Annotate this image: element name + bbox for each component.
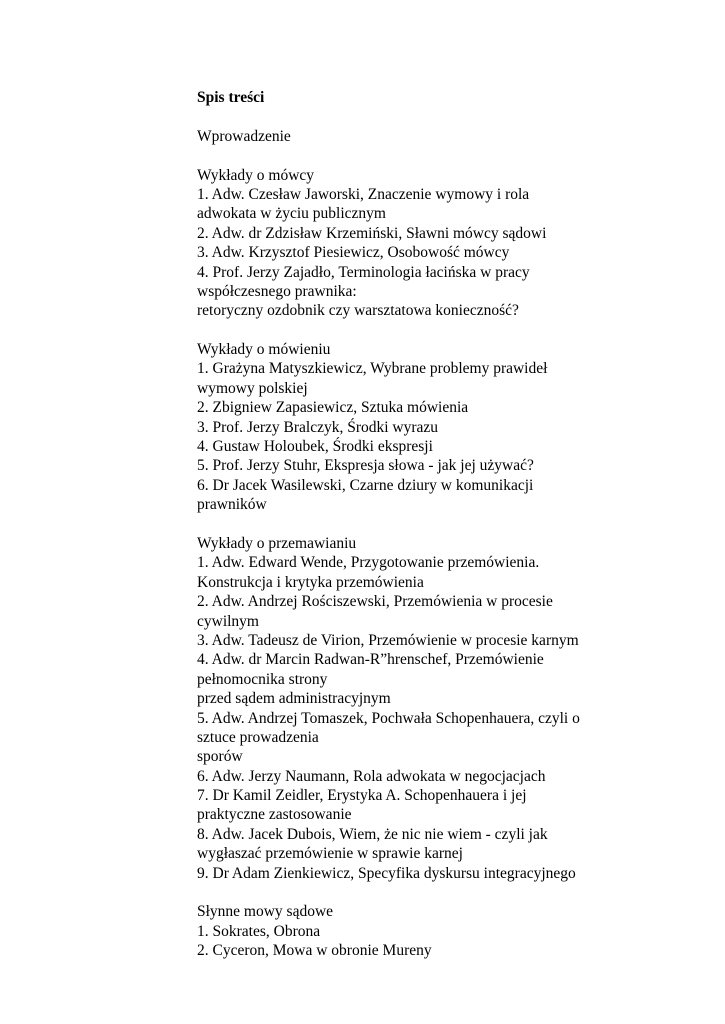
toc-entry: cywilnym (197, 612, 259, 630)
section-heading: Wykłady o przemawianiu (197, 534, 357, 552)
section-heading: Wykłady o mówieniu (197, 341, 331, 359)
spacer (197, 107, 637, 126)
toc-entry: 4. Prof. Jerzy Zajadło, Terminologia łacińska w pracy (197, 263, 530, 281)
intro-entry: Wprowadzenie (197, 127, 291, 145)
toc-entry: 2. Cyceron, Mowa w obronie Mureny (197, 942, 432, 960)
toc-entry: 2. Zbigniew Zapasiewicz, Sztuka mówienia (197, 399, 469, 417)
spacer (197, 146, 637, 165)
toc-entry: 1. Adw. Edward Wende, Przygotowanie przemówienia. (197, 554, 540, 572)
toc-section (197, 340, 637, 515)
toc-section (197, 166, 637, 321)
toc-entry: 8. Adw. Jacek Dubois, Wiem, że nic nie wiem - czyli jak (197, 825, 548, 843)
toc-entry: pełnomocnika strony (197, 670, 328, 688)
toc-entry: 5. Adw. Andrzej Tomaszek, Pochwała Schopenhauera, czyli o (197, 709, 580, 727)
toc-entry: 4. Gustaw Holoubek, Środki ekspresji (197, 438, 433, 456)
section-heading: Słynne mowy sądowe (197, 903, 334, 921)
toc-sections (197, 166, 637, 961)
toc-entry: Konstrukcja i krytyka przemówienia (197, 573, 424, 591)
toc-entry: 3. Adw. Tadeusz de Virion, Przemówienie w procesie karnym (197, 631, 579, 649)
toc-entry: sporów (197, 748, 243, 766)
toc-entry: 1. Sokrates, Obrona (197, 922, 321, 940)
toc-section (197, 902, 637, 960)
toc-entry: adwokata w życiu publicznym (197, 205, 386, 223)
toc-entry: sztuce prowadzenia (197, 728, 319, 746)
toc-entry: 1. Adw. Czesław Jaworski, Znaczenie wymowy i rola (197, 185, 530, 203)
toc-entry: 9. Dr Adam Zienkiewicz, Specyfika dyskursu integracyjnego (197, 864, 576, 882)
toc-entry: wymowy polskiej (197, 379, 308, 397)
toc-entry: praktyczne zastosowanie (197, 806, 352, 824)
toc-entry: 3. Adw. Krzysztof Piesiewicz, Osobowość mówcy (197, 244, 510, 262)
toc-entry: 5. Prof. Jerzy Stuhr, Ekspresja słowa - jak jej używać? (197, 457, 534, 475)
toc-entry: 6. Dr Jacek Wasilewski, Czarne dziury w komunikacji (197, 476, 534, 494)
table-of-contents (197, 88, 637, 961)
spacer (197, 515, 637, 534)
spacer (197, 883, 637, 902)
page-title: Spis treści (197, 89, 265, 106)
toc-section (197, 534, 637, 883)
toc-entry: 3. Prof. Jerzy Bralczyk, Środki wyrazu (197, 418, 439, 436)
toc-entry: 6. Adw. Jerzy Naumann, Rola adwokata w negocjacjach (197, 767, 546, 785)
toc-entry: retoryczny ozdobnik czy warsztatowa konieczność? (197, 302, 519, 320)
toc-entry: 4. Adw. dr Marcin Radwan-R”hrenschef, Przemówienie (197, 651, 544, 669)
toc-entry: 1. Grażyna Matyszkiewicz, Wybrane problemy prawideł (197, 360, 548, 378)
toc-entry: 2. Adw. dr Zdzisław Krzemiński, Sławni mówcy sądowi (197, 224, 547, 242)
spacer (197, 321, 637, 340)
toc-entry: wygłaszać przemówienie w sprawie karnej (197, 845, 463, 863)
toc-entry: współczesnego prawnika: (197, 282, 357, 300)
toc-entry: 7. Dr Kamil Zeidler, Erystyka A. Schopenhauera i jej (197, 787, 527, 805)
toc-entry: przed sądem administracyjnym (197, 690, 391, 708)
toc-entry: prawników (197, 496, 267, 514)
section-heading: Wykłady o mówcy (197, 166, 315, 184)
toc-entry: 2. Adw. Andrzej Rościszewski, Przemówienia w procesie (197, 593, 553, 611)
